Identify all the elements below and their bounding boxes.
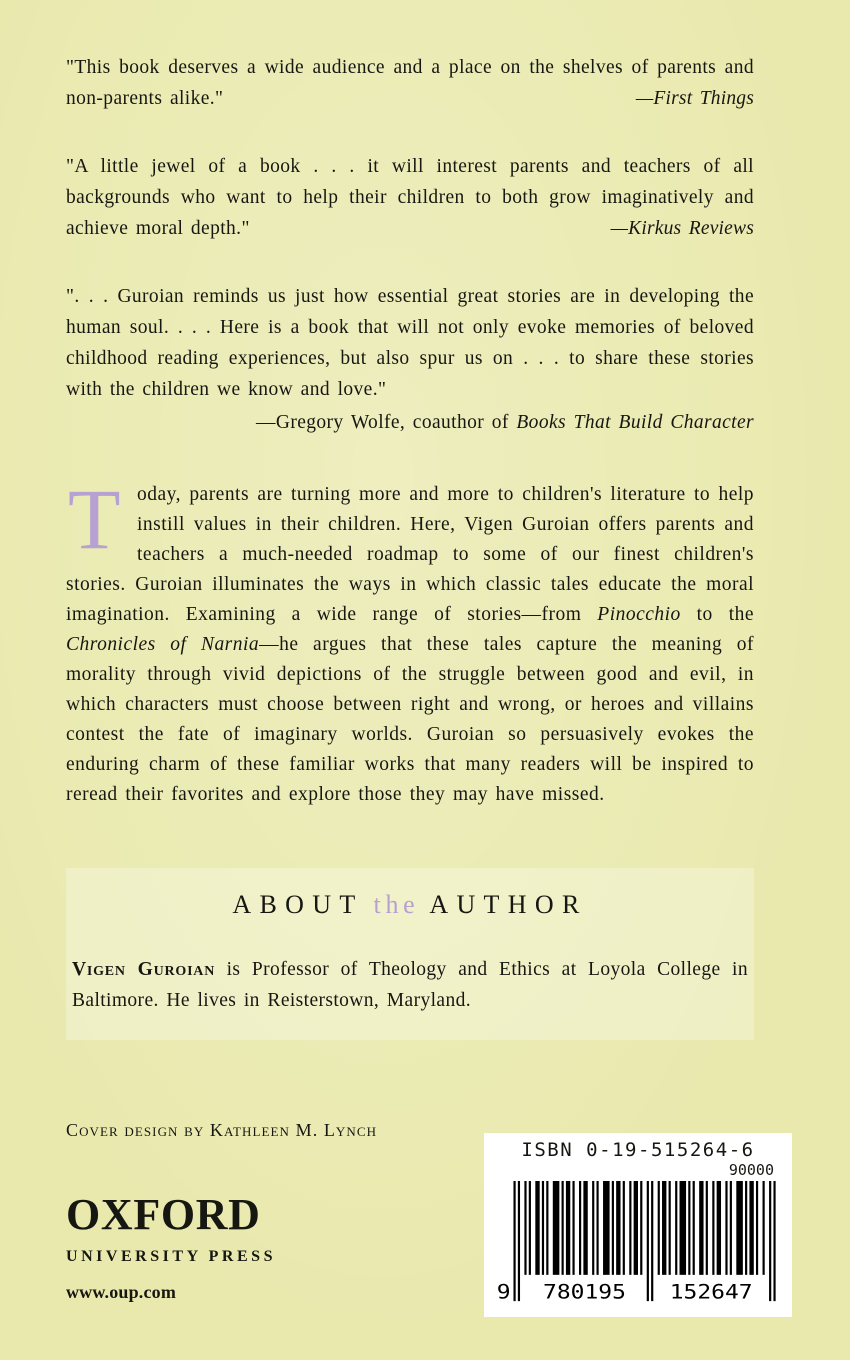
review-quote-kirkus <box>66 151 754 244</box>
drop-cap: T <box>68 471 122 567</box>
description-text: —he argues that these tales capture the meaning of morality through vivid depictions of the struggle between good and evil, in which characters must choose between right and wrong, or heroes and villains contest the fate of imaginary worlds. Guroian so persuasively evokes the enduring charm of these familiar works that many readers will be inspired to reread their favorites and explore those they may have missed. <box>66 634 754 805</box>
author-bio-text: is Professor of Theology and Ethics at Loyola College in Baltimore. He lives in Reisterstown, Maryland. <box>72 959 748 1011</box>
publisher-block <box>66 1192 276 1303</box>
quote-text: "A little jewel of a book . . . it will interest parents and teachers of all backgrounds who want to help their children to both grow imaginatively and achieve moral depth." <box>66 156 754 239</box>
review-quote-text <box>66 281 754 405</box>
barcode-digit-left: 9 <box>496 1280 511 1303</box>
barcode-digits-group1: 780195 <box>543 1280 626 1303</box>
review-quote-text <box>66 151 754 244</box>
publisher-website: www.oup.com <box>66 1282 176 1302</box>
review-quote-text <box>66 52 754 114</box>
heading-word: AUTHOR <box>429 890 588 919</box>
quote-text: ". . . Guroian reminds us just how essential great stories are in developing the human soul. . . . Here is a book that will not only evoke memories of beloved childhood reading experiences, but also spur us on . . . to share these stories with the children we know and love." <box>66 286 754 400</box>
cover-design-credit: Cover design by Kathleen M. Lynch <box>66 1120 378 1140</box>
review-quote-first-things <box>66 52 754 114</box>
work-title-pinocchio: Pinocchio <box>597 604 681 625</box>
book-description <box>66 471 754 810</box>
about-the-author-heading <box>72 890 748 920</box>
isbn-barcode-box <box>484 1133 792 1317</box>
review-attribution: —Kirkus Reviews <box>610 218 754 239</box>
university-press-label: UNIVERSITY PRESS <box>66 1248 276 1265</box>
review-attribution <box>66 407 754 438</box>
description-text: oday, parents are turning more and more to children's literature to help instill values in their children. Here, Vigen Guroian offers parents and teachers a much-needed roadmap to some of our finest children's stories. Guroian illuminates the ways in which classic tales educate the moral imagination. Examining a wide range of stories—from <box>66 484 754 625</box>
barcode-digits-group2: 152647 <box>669 1280 753 1303</box>
attribution-prefix: —Gregory Wolfe, coauthor of <box>255 412 517 433</box>
about-the-author-section <box>66 868 754 1040</box>
heading-word-the: the <box>373 890 420 919</box>
description-text: to the <box>680 604 754 625</box>
isbn-label: ISBN 0-19-515264-6 <box>521 1139 755 1161</box>
review-quote-gregory-wolfe <box>66 281 754 438</box>
attribution-work-title: Books That Build Character <box>516 412 754 433</box>
price-addon-code: 90000 <box>728 1161 774 1179</box>
barcode-bars <box>496 1181 780 1303</box>
review-attribution: —First Things <box>635 88 754 109</box>
quote-text: "This book deserves a wide audience and a place on the shelves of parents and non-parents alike." <box>66 57 754 109</box>
work-title-narnia: Chronicles of Narnia <box>66 634 260 655</box>
author-name: Vigen Guroian <box>72 959 216 980</box>
oxford-logo: OXFORD <box>66 1190 261 1239</box>
heading-word: ABOUT <box>232 890 364 919</box>
author-bio <box>72 954 748 1016</box>
